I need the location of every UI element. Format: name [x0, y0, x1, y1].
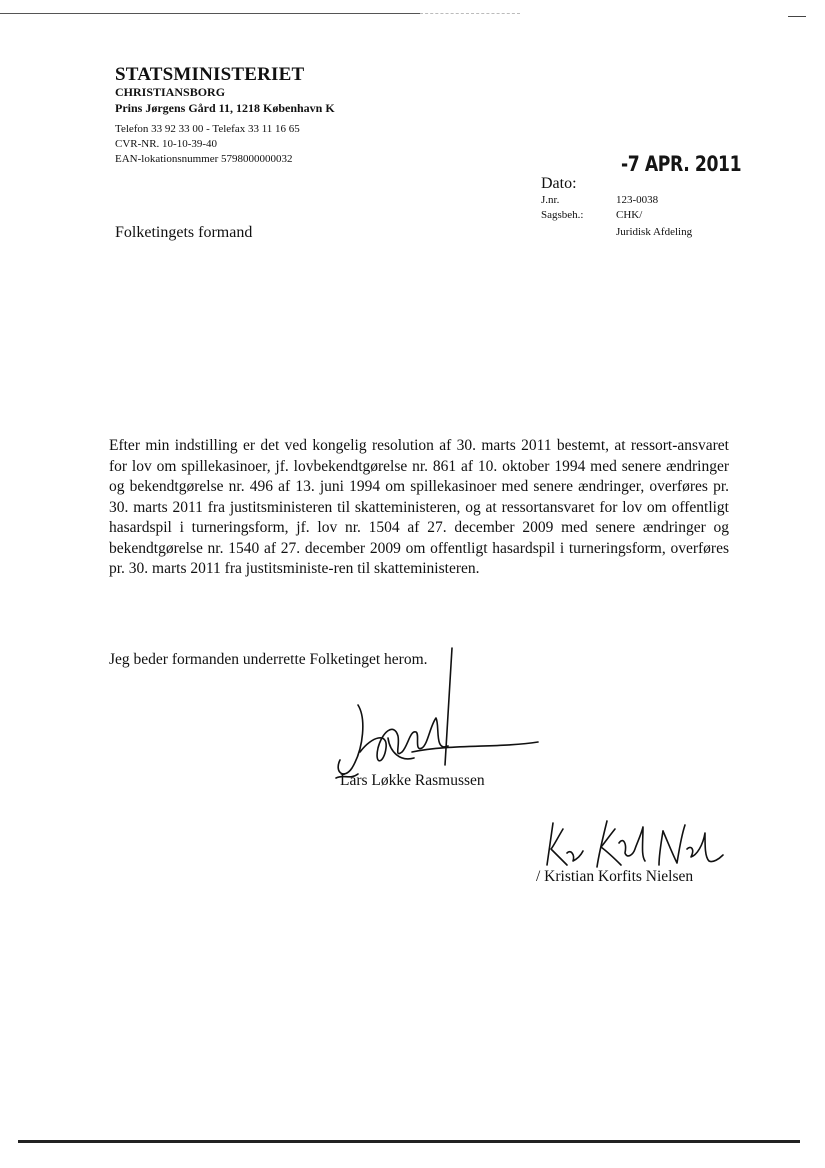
top-border-dashed-line	[420, 13, 520, 14]
ministry-address: Prins Jørgens Gård 11, 1218 København K	[115, 101, 335, 115]
recipient: Folketingets formand	[115, 224, 253, 241]
phone-fax: Telefon 33 92 33 00 - Telefax 33 11 16 65	[115, 123, 300, 135]
jnr-label: J.nr.	[541, 194, 560, 206]
date-label: Dato:	[541, 175, 577, 192]
date-stamp: -7 APR. 2011	[621, 152, 742, 176]
department: Juridisk Afdeling	[616, 226, 693, 238]
jnr-value: 123-0038	[616, 194, 659, 206]
caseworker-label: Sagsbeh.:	[541, 209, 584, 221]
palace-name: CHRISTIANSBORG	[115, 85, 226, 99]
corner-mark	[788, 16, 806, 17]
letter-body: Efter min indstilling er det ved kongelig resolution af 30. marts 2011 bestemt, at ressort-ansvaret for lov om spillekasinoer, jf. lovbekendtgørelse nr. 861 af 10. oktober 1994 med senere ændringer og bekendtgørelse nr. 496 af 13. juni 1994 om spillekasinoer med senere ændringer, overføres pr. 30. marts 2011 fra justitsministeren til skatteministeren, og at ressortansvaret for lov om offentligt hasardspil i turneringsform, jf. lov nr. 1504 af 27. december 2009 med senere ændringer og bekendtgørelse nr. 1540 af 27. december 2009 om offentligt hasardspil i turneringsform, overføres pr. 30. marts 2011 fra justitsministe-ren til skatteministeren.	[109, 437, 729, 577]
top-border-line	[0, 13, 420, 14]
request-line: Jeg beder formanden underrette Folketinget herom.	[109, 651, 428, 668]
secondary-signatory: / Kristian Korfits Nielsen	[536, 868, 694, 885]
caseworker-value: CHK/	[616, 209, 643, 221]
primary-signatory: Lars Løkke Rasmussen	[340, 772, 485, 789]
ean-number: EAN-lokationsnummer 5798000000032	[115, 153, 293, 165]
ministry-name: STATSMINISTERIET	[115, 64, 305, 85]
bottom-border-line	[18, 1140, 800, 1143]
secondary-signature	[545, 815, 725, 875]
cvr-number: CVR-NR. 10-10-39-40	[115, 138, 218, 150]
